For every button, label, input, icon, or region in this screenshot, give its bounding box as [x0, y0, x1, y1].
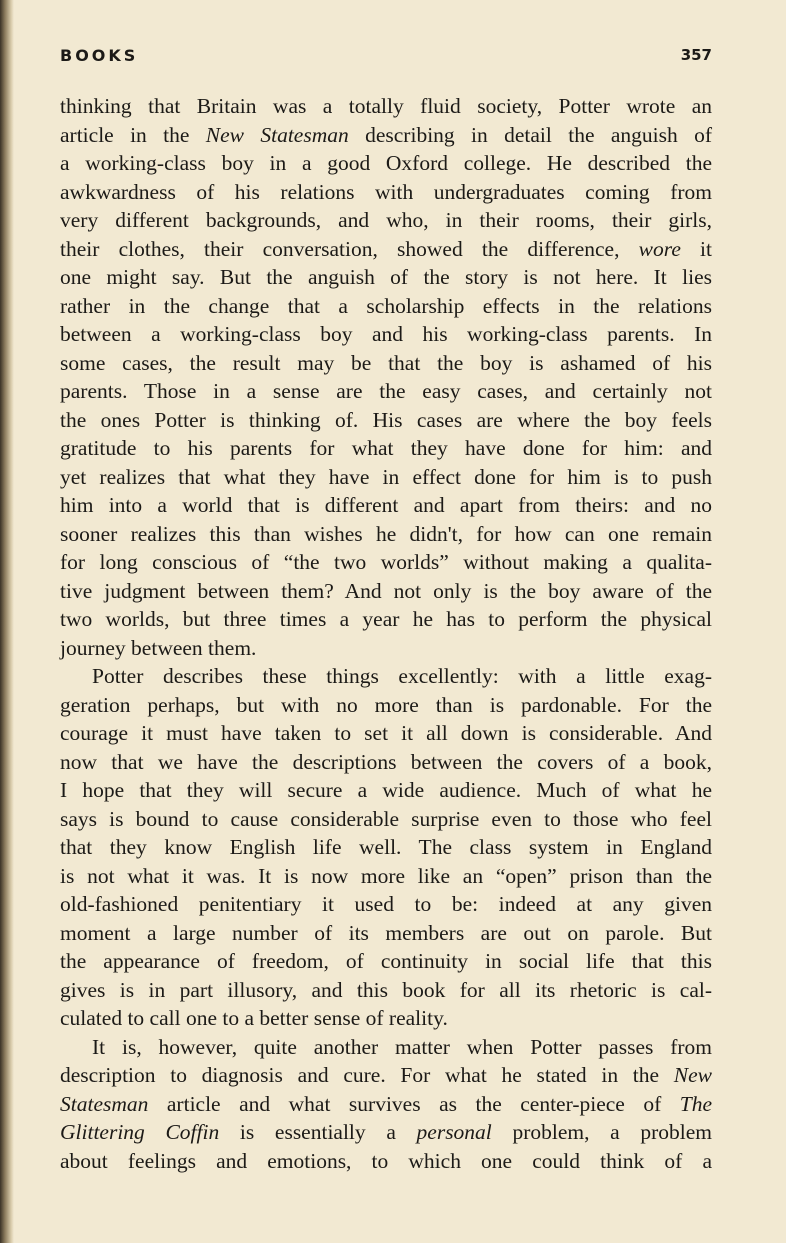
text-line [60, 434, 712, 463]
text-line [60, 634, 712, 663]
text-run: is not what it was. It is now more like an “open” prison than the [60, 863, 712, 888]
text-run: courage it must have taken to set it all down is considerable. And [60, 721, 712, 745]
text-line [60, 178, 712, 207]
text-run: between a working-class boy and his working-class parents. In [60, 322, 712, 346]
text-run: two worlds, but three times a year he has to perform the physical [60, 607, 712, 631]
text-run: rather in the change that a scholarship effects in the relations [60, 293, 712, 318]
paragraph [60, 1033, 712, 1176]
text-run: old-fashioned penitentiary it used to be: indeed at any given [60, 892, 712, 916]
text-line [60, 691, 712, 720]
paragraph [60, 662, 712, 1033]
text-run: him into a world that is different and apart from theirs: and no [60, 493, 712, 517]
text-line [60, 92, 712, 121]
text-run: culated to call one to a better sense of reality. [60, 1006, 448, 1030]
text-run: some cases, the result may be that the boy is ashamed of his [60, 350, 712, 375]
page-header [60, 46, 712, 70]
running-head: BOOKS [60, 46, 139, 65]
text-line [60, 805, 712, 834]
text-line [60, 1061, 712, 1090]
text-run: about feelings and emotions, to which one could think of a [60, 1148, 712, 1173]
text-line [60, 1004, 712, 1033]
text-run: description to diagnosis and cure. For what he stated in the [60, 1063, 674, 1087]
text-line [60, 862, 712, 891]
book-binding-shadow [0, 0, 14, 1243]
text-run: is essentially a [219, 1120, 417, 1144]
text-run: for long conscious of “the two worlds” without making a qualita- [60, 550, 712, 574]
text-line [60, 463, 712, 492]
text-run: very different backgrounds, and who, in their rooms, their girls, [60, 208, 712, 232]
text-run: gratitude to his parents for what they have done for him: and [60, 436, 712, 460]
text-line [60, 1147, 712, 1176]
italic-text: New [673, 1063, 712, 1087]
text-run: says is bound to cause considerable surprise even to those who feel [60, 806, 712, 831]
text-run: sooner realizes this than wishes he didn't, for how can one remain [60, 521, 712, 546]
text-line [60, 662, 712, 691]
text-run: article and what survives as the center-piece of [148, 1091, 680, 1116]
text-run: tive judgment between them? And not only is the boy aware of the [60, 578, 712, 603]
text-run: thinking that Britain was a totally fluid society, Potter wrote an [60, 94, 712, 118]
text-run: awkwardness of his relations with undergraduates coming from [60, 179, 712, 204]
text-line [60, 263, 712, 292]
text-run: gives is in part illusory, and this book for all its rhetoric is cal- [60, 977, 712, 1002]
text-run: their clothes, their conversation, showed the difference, [60, 236, 639, 261]
text-line [60, 548, 712, 577]
text-line [60, 1118, 712, 1147]
text-run: journey between them. [60, 635, 257, 660]
italic-text: wore [638, 236, 681, 261]
text-run: the ones Potter is thinking of. His cases are where the boy feels [60, 407, 712, 432]
text-line [60, 406, 712, 435]
text-run: a working-class boy in a good Oxford college. He described the [60, 151, 712, 175]
text-line [60, 776, 712, 805]
italic-text: Statesman [60, 1091, 149, 1116]
text-run: one might say. But the anguish of the story is not here. It lies [60, 265, 712, 289]
text-run: the appearance of freedom, of continuity in social life that this [60, 949, 712, 973]
text-line [60, 206, 712, 235]
text-run: Potter describes these things excellently: with a little exag- [92, 664, 712, 688]
text-line [60, 292, 712, 321]
body-text [60, 92, 712, 1175]
italic-text: New Statesman [205, 122, 349, 147]
text-line [60, 833, 712, 862]
text-run: I hope that they will secure a wide audience. Much of what he [60, 778, 712, 802]
text-run: now that we have the descriptions between the covers of a book, [60, 749, 712, 774]
page-number: 357 [680, 46, 712, 64]
text-run: moment a large number of its members are out on parole. But [60, 920, 712, 945]
text-run: parents. Those in a sense are the easy cases, and certainly not [60, 379, 712, 403]
text-run: It is, however, quite another matter when Potter passes from [92, 1034, 712, 1059]
text-line [60, 919, 712, 948]
text-run: geration perhaps, but with no more than is pardonable. For the [60, 692, 712, 717]
text-run: problem, a problem [491, 1120, 712, 1144]
text-line [60, 520, 712, 549]
text-run: describing in detail the anguish of [348, 122, 712, 147]
text-line [60, 605, 712, 634]
text-line [60, 491, 712, 520]
paragraph [60, 92, 712, 662]
text-line [60, 121, 712, 150]
italic-text: personal [416, 1120, 492, 1144]
text-line [60, 320, 712, 349]
text-line [60, 1090, 712, 1119]
text-run: article in the [60, 122, 206, 147]
text-line [60, 947, 712, 976]
text-line [60, 1033, 712, 1062]
text-line [60, 890, 712, 919]
text-line [60, 719, 712, 748]
italic-text: Glittering Coffin [60, 1120, 220, 1144]
text-run: yet realizes that what they have in effect done for him is to push [60, 464, 712, 489]
text-line [60, 377, 712, 406]
text-line [60, 976, 712, 1005]
text-run: that they know English life well. The class system in England [60, 835, 712, 859]
italic-text: The [679, 1091, 712, 1116]
text-line [60, 349, 712, 378]
text-line [60, 149, 712, 178]
text-line [60, 235, 712, 264]
text-run: it [680, 236, 712, 261]
text-line [60, 577, 712, 606]
text-line [60, 748, 712, 777]
